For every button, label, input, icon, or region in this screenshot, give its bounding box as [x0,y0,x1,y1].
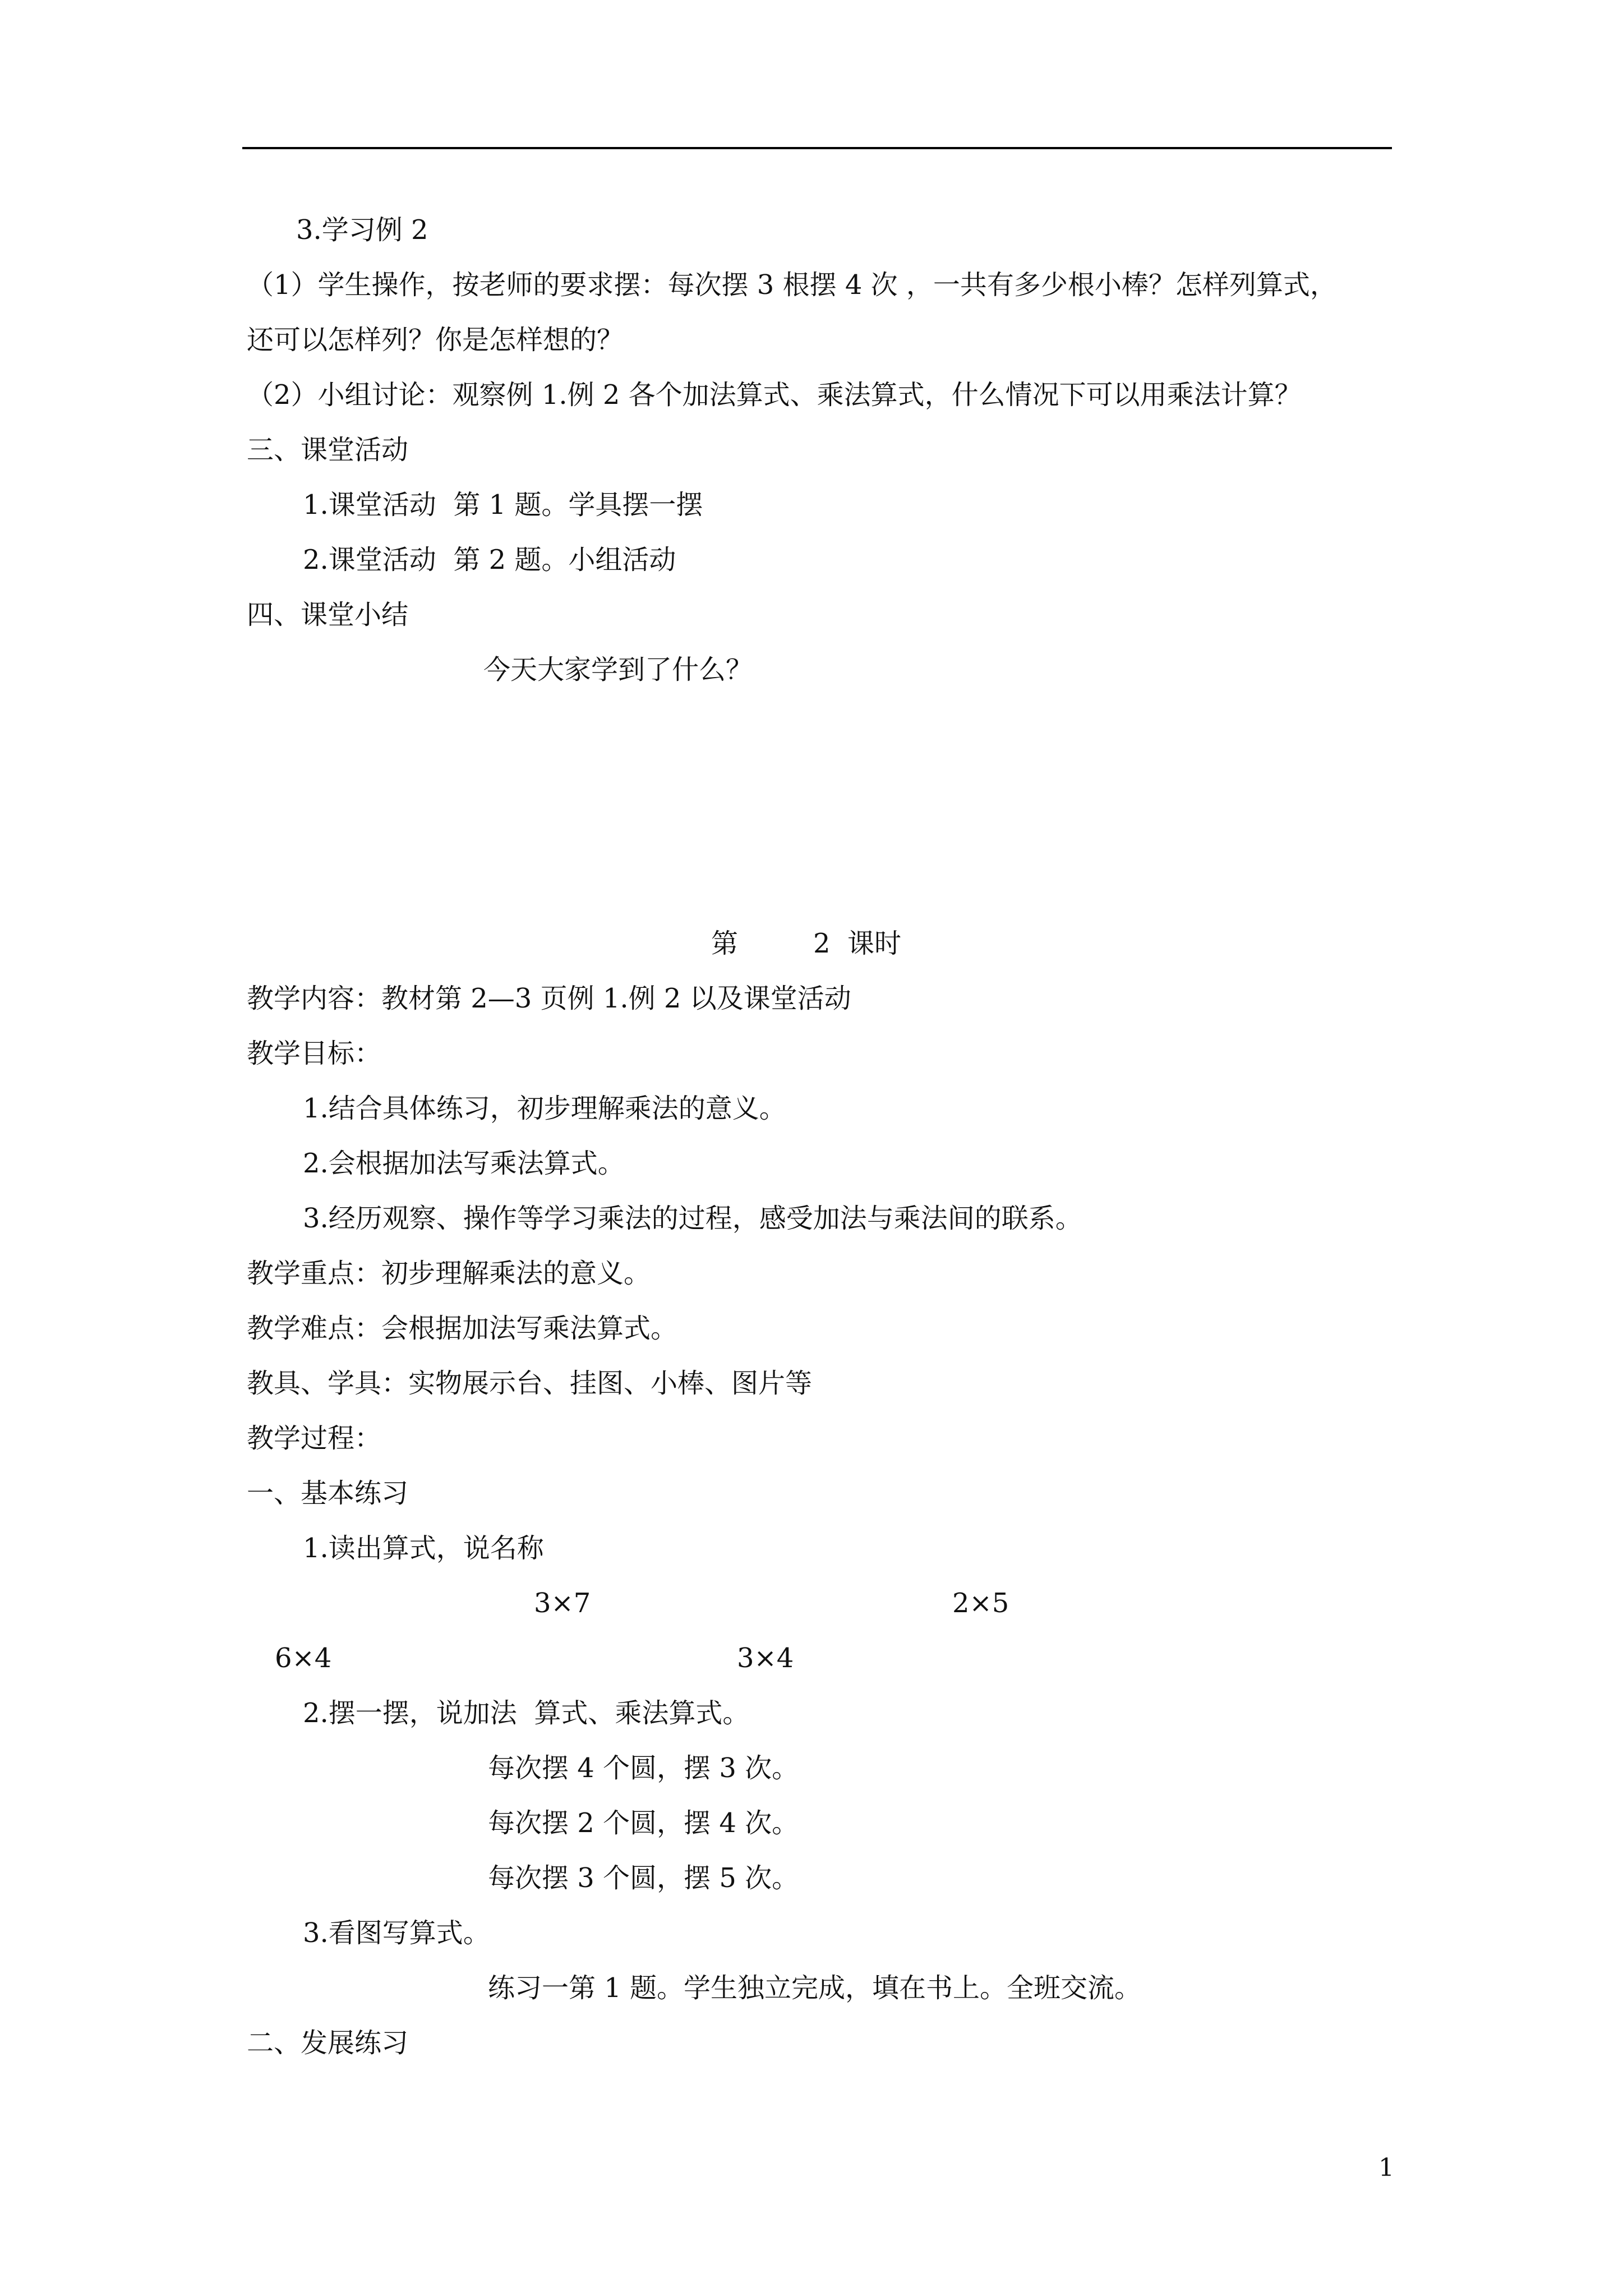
paragraph-line: 还可以怎样列？你是怎样想的？ [247,324,624,356]
expression: 3×4 [737,1642,794,1674]
list-item: 1.读出算式，说名称 [303,1533,544,1564]
list-item: 3.经历观察、操作等学习乘法的过程，感受加法与乘法间的联系。 [303,1203,1082,1234]
teaching-difficulty: 教学难点：会根据加法写乘法算式。 [247,1313,678,1344]
header-rule [242,147,1392,149]
paragraph-line: （1）学生操作，按老师的要求摆：每次摆 3 根摆 4 次 ，一共有多少根小棒？怎样列算式， [247,269,1337,301]
expression: 2×5 [952,1588,1009,1619]
section-heading: 二、发展练习 [247,2027,409,2059]
list-item: 2.会根据加法写乘法算式。 [303,1148,625,1179]
expression: 6×4 [275,1642,332,1674]
list-item: 2.课堂活动 第 2 题。小组活动 [303,544,676,576]
paragraph-line: 今天大家学到了什么？ [483,654,753,685]
paragraph-line: 练习一第 1 题。学生独立完成，填在书上。全班交流。 [488,1972,1142,2004]
section-heading: 一、基本练习 [247,1478,409,1509]
teaching-aids: 教具、学具：实物展示台、挂图、小棒、图片等 [247,1368,813,1399]
list-item: 1.结合具体练习，初步理解乘法的意义。 [303,1093,786,1124]
paragraph-line: 每次摆 3 个圆，摆 5 次。 [488,1862,799,1894]
teaching-process-label: 教学过程： [247,1423,382,1454]
lesson-title-number: 2 课时 [813,928,902,959]
teaching-content: 教学内容：教材第 2—3 页例 1.例 2 以及课堂活动 [247,983,851,1014]
paragraph-line: 每次摆 2 个圆，摆 4 次。 [488,1807,799,1839]
teaching-goals-label: 教学目标： [247,1038,382,1069]
section-heading: 四、课堂小结 [247,599,409,631]
heading-study-example-2: 3.学习例 2 [296,214,428,246]
list-item: 2.摆一摆，说加法 算式、乘法算式。 [303,1697,750,1729]
teaching-key-point: 教学重点：初步理解乘法的意义。 [247,1258,651,1289]
paragraph-line: （2）小组讨论：观察例 1.例 2 各个加法算式、乘法算式，什么情况下可以用乘法计算？ [247,379,1302,411]
list-item: 3.看图写算式。 [303,1917,490,1949]
section-heading: 三、课堂活动 [247,434,409,466]
lesson-title-prefix: 第 [711,928,739,959]
paragraph-line: 每次摆 4 个圆，摆 3 次。 [488,1752,799,1784]
expression: 3×7 [534,1588,591,1619]
page-number: 1 [1378,2154,1394,2182]
list-item: 1.课堂活动 第 1 题。学具摆一摆 [303,489,703,521]
